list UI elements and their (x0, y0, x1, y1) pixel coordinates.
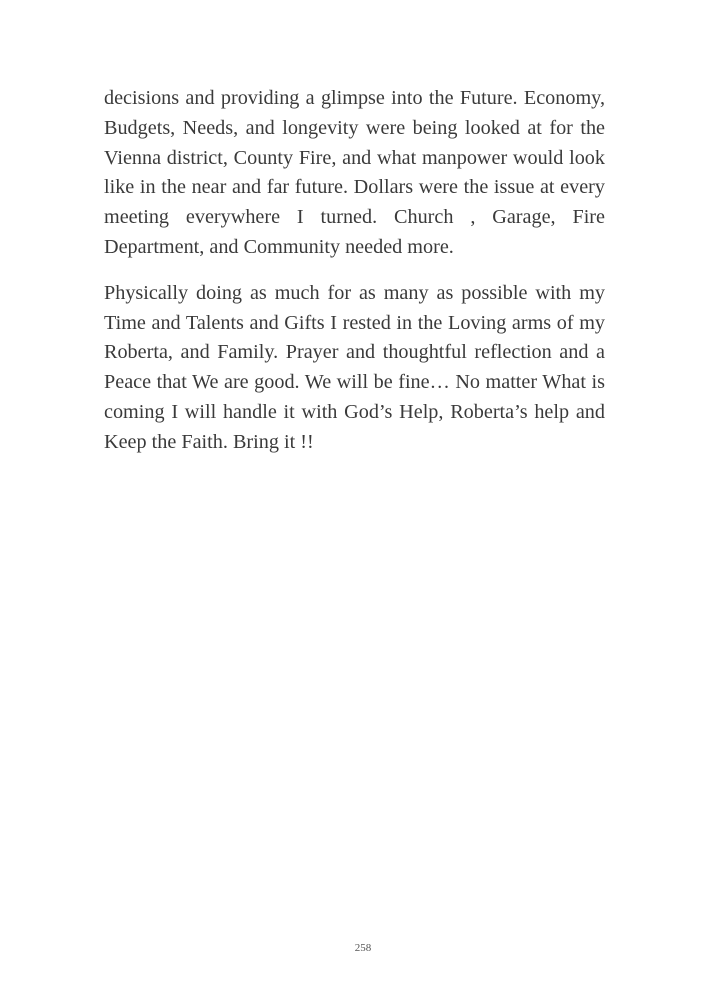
paragraph-2: Physically doing as much for as many as possible with my Time and Talents and Gifts I rested in the Loving arms of my Roberta, and Family. Prayer and thoughtful reflection and a Peace that We are good. We will be fine… No matter What is coming I will handle it with God’s Help, Roberta’s help and Keep the Faith. Bring it !! (104, 281, 605, 453)
page-number: 258 (354, 942, 372, 954)
body-text (104, 84, 605, 458)
paragraph-1: decisions and providing a glimpse into the Future. Economy, Budgets, Needs, and longevity were being looked at for the Vienna district, County Fire, and what manpower would look like in the near and far future. Dollars were the issue at every meeting everywhere I turned. Church , Garage, Fire Department, and Community needed more. (104, 87, 605, 258)
